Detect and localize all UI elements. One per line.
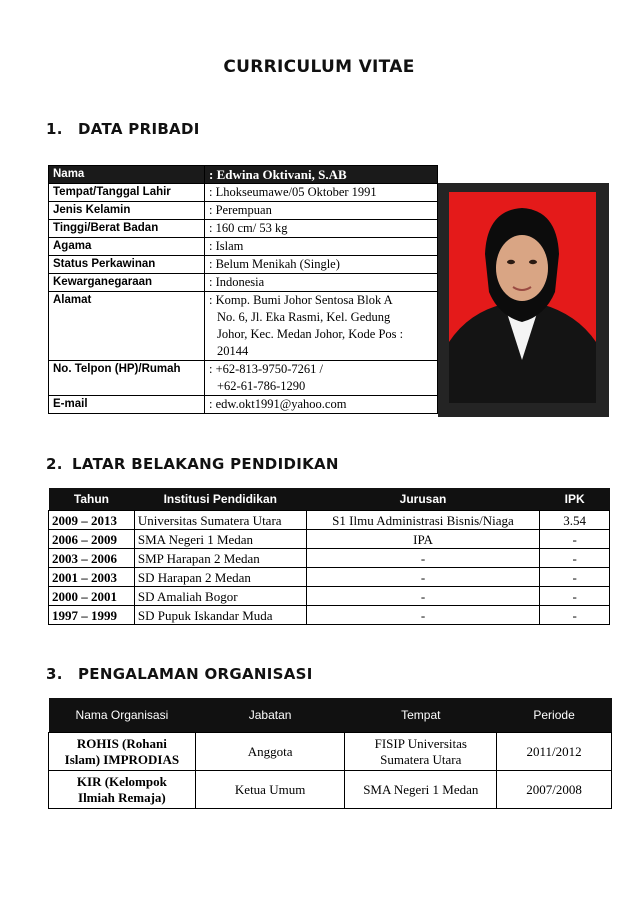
organization-name-line: Ilmiah Remaja) <box>78 789 166 805</box>
table-row <box>49 166 438 184</box>
field-value: : Edwina Oktivani, S.AB <box>205 166 438 184</box>
portrait-illustration <box>449 192 596 403</box>
major-cell: - <box>306 587 540 606</box>
major-cell: - <box>306 568 540 587</box>
field-label: Agama <box>49 238 205 256</box>
field-label: Alamat <box>49 292 205 361</box>
phone-line: +62-61-786-1290 <box>217 379 306 393</box>
place-cell <box>345 733 497 771</box>
field-label: Nama <box>49 166 205 184</box>
table-row <box>49 202 438 220</box>
major-cell: IPA <box>306 530 540 549</box>
address-line: Johor, Kec. Medan Johor, Kode Pos : <box>217 327 404 341</box>
address-line: No. 6, Jl. Eka Rasmi, Kel. Gedung <box>217 310 391 324</box>
field-label: Tempat/Tanggal Lahir <box>49 184 205 202</box>
field-label: E-mail <box>49 396 205 414</box>
field-value <box>205 361 438 396</box>
major-cell: - <box>306 606 540 625</box>
organization-name-line: Islam) IMPRODIAS <box>64 751 180 767</box>
section-personal-heading <box>46 120 200 138</box>
school-cell: Universitas Sumatera Utara <box>134 511 306 530</box>
organization-table <box>48 698 612 809</box>
field-value: : Belum Menikah (Single) <box>205 256 438 274</box>
section-title: LATAR BELAKANG PENDIDIKAN <box>72 455 339 473</box>
table-row <box>49 549 610 568</box>
table-row <box>49 238 438 256</box>
column-header: Jabatan <box>195 698 345 733</box>
gpa-cell: - <box>540 587 610 606</box>
section-number: 3. <box>46 665 63 683</box>
section-title: PENGALAMAN ORGANISASI <box>78 665 313 683</box>
section-title: DATA PRIBADI <box>78 120 200 138</box>
field-label: Jenis Kelamin <box>49 202 205 220</box>
section-number: 2. <box>46 455 63 473</box>
field-label: No. Telpon (HP)/Rumah <box>49 361 205 396</box>
school-cell: SD Harapan 2 Medan <box>134 568 306 587</box>
column-header: Nama Organisasi <box>49 698 196 733</box>
table-row <box>49 361 438 396</box>
address-line: 20144 <box>217 344 249 358</box>
gpa-cell: - <box>540 606 610 625</box>
field-value: : Lhokseumawe/05 Oktober 1991 <box>205 184 438 202</box>
column-header: IPK <box>540 488 610 511</box>
school-cell: SD Pupuk Iskandar Muda <box>134 606 306 625</box>
field-label: Kewarganegaraan <box>49 274 205 292</box>
period-cell: 2011/2012 <box>497 733 612 771</box>
column-header: Tempat <box>345 698 497 733</box>
role-cell: Anggota <box>195 733 345 771</box>
organization-name-line: ROHIS (Rohani <box>76 735 167 751</box>
gpa-cell: - <box>540 568 610 587</box>
school-cell: SMA Negeri 1 Medan <box>134 530 306 549</box>
field-value: : edw.okt1991@yahoo.com <box>205 396 438 414</box>
place-line: FISIP Universitas <box>374 735 467 751</box>
column-header: Jurusan <box>306 488 540 511</box>
year-cell: 2009 – 2013 <box>49 511 135 530</box>
gpa-cell: - <box>540 530 610 549</box>
column-header: Periode <box>497 698 612 733</box>
table-row <box>49 568 610 587</box>
education-table <box>48 488 610 625</box>
table-row <box>49 530 610 549</box>
field-value: : Perempuan <box>205 202 438 220</box>
gpa-cell: 3.54 <box>540 511 610 530</box>
column-header: Tahun <box>49 488 135 511</box>
table-row <box>49 274 438 292</box>
personal-data-table <box>48 165 438 414</box>
table-row <box>49 771 612 809</box>
field-value: : Indonesia <box>205 274 438 292</box>
section-education-heading <box>46 455 339 473</box>
profile-photo <box>449 192 596 403</box>
table-row <box>49 256 438 274</box>
year-cell: 2000 – 2001 <box>49 587 135 606</box>
table-row <box>49 292 438 361</box>
phone-line: : +62-813-9750-7261 / <box>209 362 323 376</box>
year-cell: 2003 – 2006 <box>49 549 135 568</box>
table-row <box>49 396 438 414</box>
table-row <box>49 587 610 606</box>
table-row <box>49 220 438 238</box>
table-row <box>49 511 610 530</box>
table-row <box>49 184 438 202</box>
table-header-row <box>49 488 610 511</box>
major-cell: S1 Ilmu Administrasi Bisnis/Niaga <box>306 511 540 530</box>
place-line: Sumatera Utara <box>380 751 462 767</box>
section-organization-heading <box>46 665 313 683</box>
role-cell: Ketua Umum <box>195 771 345 809</box>
year-cell: 1997 – 1999 <box>49 606 135 625</box>
major-cell: - <box>306 549 540 568</box>
school-cell: SMP Harapan 2 Medan <box>134 549 306 568</box>
table-row <box>49 606 610 625</box>
organization-name-cell <box>49 771 196 809</box>
year-cell: 2001 – 2003 <box>49 568 135 587</box>
field-value: : Islam <box>205 238 438 256</box>
place-line: SMA Negeri 1 Medan <box>363 781 479 797</box>
gpa-cell: - <box>540 549 610 568</box>
field-value <box>205 292 438 361</box>
table-header-row <box>49 698 612 733</box>
organization-name-cell <box>49 733 196 771</box>
organization-name-line: KIR (Kelompok <box>76 773 167 789</box>
address-line: : Komp. Bumi Johor Sentosa Blok A <box>209 293 393 307</box>
table-row <box>49 733 612 771</box>
document-title: CURRICULUM VITAE <box>223 57 415 77</box>
school-cell: SD Amaliah Bogor <box>134 587 306 606</box>
year-cell: 2006 – 2009 <box>49 530 135 549</box>
period-cell: 2007/2008 <box>497 771 612 809</box>
section-number: 1. <box>46 120 63 138</box>
place-cell <box>345 771 497 809</box>
field-value: : 160 cm/ 53 kg <box>205 220 438 238</box>
column-header: Institusi Pendidikan <box>134 488 306 511</box>
field-label: Status Perkawinan <box>49 256 205 274</box>
field-label: Tinggi/Berat Badan <box>49 220 205 238</box>
